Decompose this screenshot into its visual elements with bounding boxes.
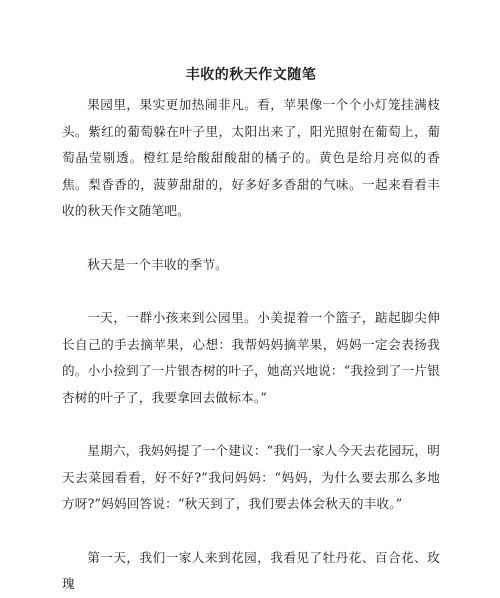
document-title: 丰收的秋天作文随笔 bbox=[185, 67, 317, 83]
paragraph-saturday: 星期六，我妈妈提了一个建议：“我们一家人今天去花园玩，明天去菜园看看，好不好?”我问妈妈：“妈妈，为什么要去那么多地方呀?”妈妈回答说：“秋天到了，我们要去体会秋天的丰收。” bbox=[62, 443, 440, 511]
paragraph-first-day: 第一天，我们一家人来到花园，我看见了牡丹花、百合花、玫瑰 bbox=[62, 549, 440, 591]
paragraph-harvest-season: 秋天是一个丰收的季节。 bbox=[87, 256, 228, 272]
paragraph-park: 一天，一群小孩来到公园里。小美提着一个篮子，踮起脚尖伸长自己的手去摘苹果，心想：我帮妈妈摘苹果，妈妈一定会表扬我的。小小捡到了一片银杏树的叶子，她高兴地说：“我捡到了一片银杏树的叶子了，我要拿回去做标本。” bbox=[62, 310, 440, 405]
paragraph-orchard: 果园里，果实更加热闹非凡。看，苹果像一个个小灯笼挂满枝头。紫红的葡萄躲在叶子里，太阳出来了，阳光照射在葡萄上，葡萄晶莹剔透。橙红是给酸甜酸甜的橘子的。黄色是给月亮似的香焦。梨香香的，菠萝甜甜的，好多好多香甜的气味。一起来看看丰收的秋天作文随笔吧。 bbox=[62, 97, 440, 218]
